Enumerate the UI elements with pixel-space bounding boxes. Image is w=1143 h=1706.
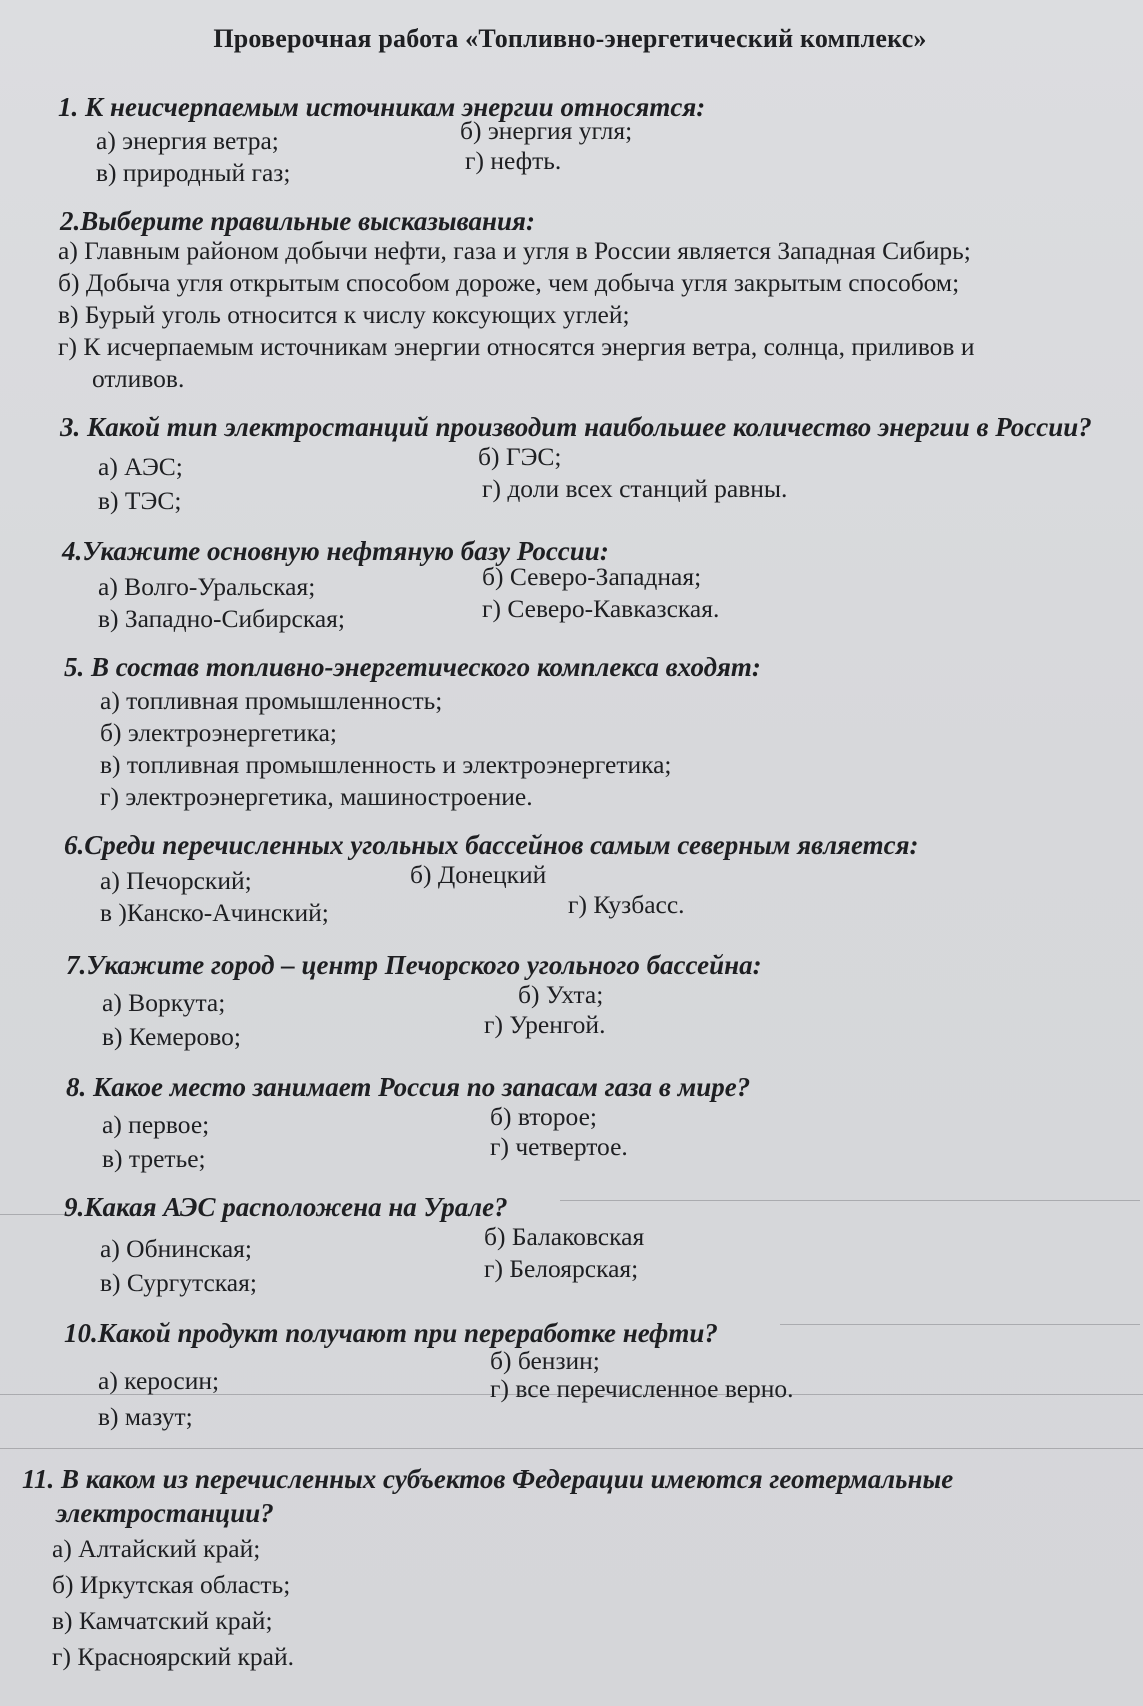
question-4: 4.Укажите основную нефтяную базу России: [62, 536, 609, 566]
question-2: 2.Выберите правильные высказывания: [60, 206, 535, 236]
q2-statement-b: б) Добыча угля открытым способом дороже, чем добыча угля закрытым способом; [58, 268, 960, 297]
q8-option-a: а) первое; [102, 1110, 210, 1139]
q5-option-a: а) топливная промышленность; [100, 686, 443, 715]
q8-option-v: в) третье; [102, 1144, 206, 1173]
page-title: Проверочная работа «Топливно-энергетический комплекс» [213, 24, 927, 53]
question-5: 5. В состав топливно-энергетического комплекса входят: [64, 652, 761, 682]
q11-option-v: в) Камчатский край; [52, 1606, 273, 1635]
q4-option-b: б) Северо-Западная; [482, 562, 702, 591]
question-11: 11. В каком из перечисленных субъектов Федерации имеются геотермальные [22, 1464, 954, 1494]
q4-option-g: г) Северо-Кавказская. [482, 594, 720, 623]
q10-option-b: б) бензин; [490, 1346, 600, 1375]
q4-option-a: а) Волго-Уральская; [98, 572, 316, 601]
q8-option-g: г) четвертое. [490, 1132, 628, 1161]
q10-option-g: г) все перечисленное верно. [490, 1374, 794, 1403]
q1-option-a: а) энергия ветра; [96, 126, 279, 155]
q1-option-g: г) нефть. [465, 146, 562, 175]
question-8: 8. Какое место занимает Россия по запасам газа в мире? [66, 1072, 751, 1102]
question-7: 7.Укажите город – центр Печорского угольного бассейна: [66, 950, 762, 980]
question-3: 3. Какой тип электростанций производит наибольшее количество энергии в России? [60, 412, 1092, 442]
q8-option-b: б) второе; [490, 1102, 598, 1131]
q2-statement-v: в) Бурый уголь относится к числу коксующих углей; [58, 300, 630, 329]
q11-option-g: г) Красноярский край. [52, 1642, 294, 1671]
pen-stroke [0, 1214, 70, 1215]
q7-option-v: в) Кемерово; [102, 1022, 241, 1051]
q2-statement-g: г) К исчерпаемым источникам энергии относятся энергия ветра, солнца, приливов и [58, 332, 975, 361]
q6-option-g: г) Кузбасс. [568, 890, 685, 919]
q10-option-a: а) керосин; [98, 1366, 220, 1395]
q9-option-b: б) Балаковская [484, 1222, 645, 1251]
q3-option-b: б) ГЭС; [478, 442, 562, 471]
q6-option-v: в )Канско-Ачинский; [100, 898, 329, 927]
question-1: 1. К неисчерпаемым источникам энергии относятся: [58, 92, 706, 122]
q11-option-a: а) Алтайский край; [52, 1534, 261, 1563]
q9-option-a: а) Обнинская; [100, 1234, 252, 1263]
q5-option-b: б) электроэнергетика; [100, 718, 337, 747]
q6-option-b: б) Донецкий [410, 860, 547, 889]
q7-option-a: а) Воркута; [102, 988, 226, 1017]
question-10: 10.Какой продукт получают при переработке нефти? [64, 1318, 718, 1348]
q1-option-v: в) природный газ; [96, 158, 291, 187]
pen-stroke [560, 1200, 1140, 1201]
q5-option-v: в) топливная промышленность и электроэнергетика; [100, 750, 672, 779]
q6-option-a: а) Печорский; [100, 866, 252, 895]
question-6: 6.Среди перечисленных угольных бассейнов самым северным является: [64, 830, 919, 860]
q7-option-g: г) Уренгой. [484, 1010, 606, 1039]
q10-option-v: в) мазут; [98, 1402, 193, 1431]
q9-option-g: г) Белоярская; [484, 1254, 639, 1283]
question-9: 9.Какая АЭС расположена на Урале? [64, 1192, 508, 1222]
q2-statement-g-continued: отливов. [92, 364, 185, 393]
pen-stroke [780, 1324, 1140, 1325]
q3-option-v: в) ТЭС; [98, 486, 182, 515]
question-11-continued: электростанции? [56, 1498, 274, 1528]
q9-option-v: в) Сургутская; [100, 1268, 257, 1297]
q7-option-b: б) Ухта; [518, 980, 604, 1009]
q2-statement-a: а) Главным районом добычи нефти, газа и угля в России является Западная Сибирь; [58, 236, 971, 265]
q11-option-b: б) Иркутская область; [52, 1570, 291, 1599]
q3-option-a: а) АЭС; [98, 452, 183, 481]
pen-stroke [0, 1448, 1143, 1449]
q3-option-g: г) доли всех станций равны. [482, 474, 788, 503]
q4-option-v: в) Западно-Сибирская; [98, 604, 345, 633]
q1-option-b: б) энергия угля; [460, 116, 633, 145]
q5-option-g: г) электроэнергетика, машиностроение. [100, 782, 533, 811]
